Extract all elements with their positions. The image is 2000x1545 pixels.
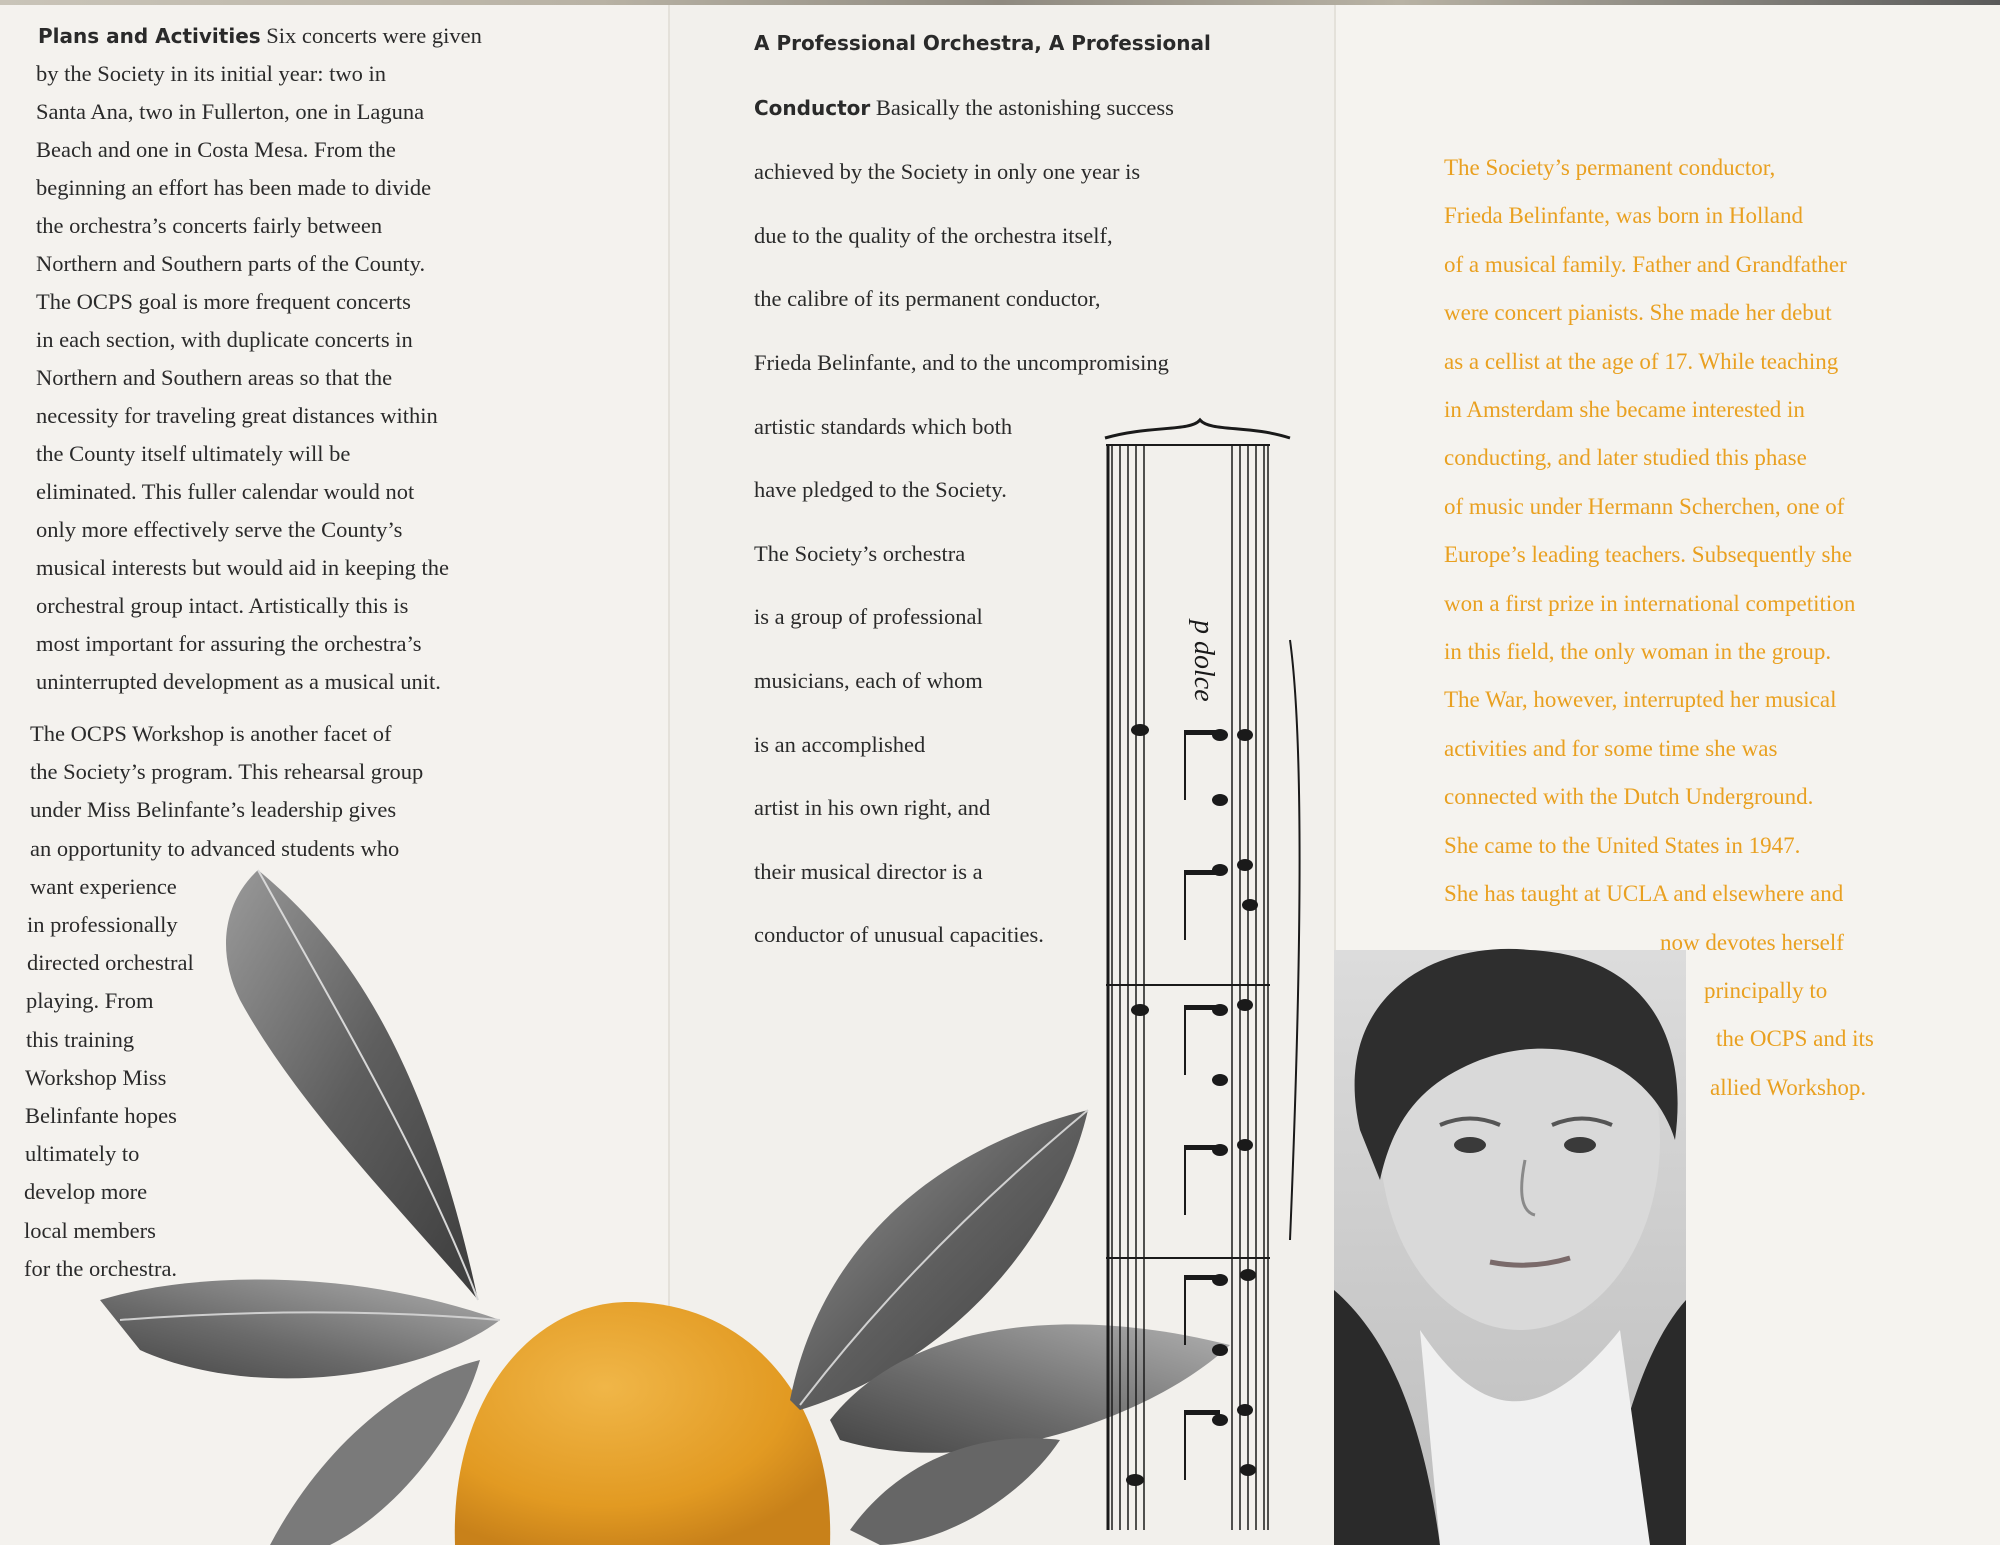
- paragraph-line: under Miss Belinfante’s leadership gives: [30, 797, 397, 823]
- paragraph-line: due to the quality of the orchestra itself,: [754, 222, 1113, 248]
- paragraph-line: musical interests but would aid in keeping the: [36, 555, 450, 580]
- paragraph-line: playing. From: [26, 988, 154, 1014]
- bio-line: in Amsterdam she became interested in: [1444, 397, 1805, 423]
- score-marking: p dolce: [1188, 620, 1219, 702]
- paragraph-line: The OCPS Workshop is another facet of: [30, 721, 392, 746]
- plans-activities-paragraph: [38, 17, 482, 701]
- leaf-cluster-middle: [790, 1110, 1230, 1545]
- paragraph-line-1: Plans and Activities Six concerts were given: [38, 23, 482, 48]
- paragraph-line: musicians, each of whom: [754, 667, 983, 693]
- paragraph-line: is a group of professional: [754, 604, 983, 630]
- paragraph-line: Frieda Belinfante, and to the uncompromising: [754, 349, 1169, 375]
- paragraph-line: develop more: [24, 1179, 148, 1205]
- bio-line: as a cellist at the age of 17. While teaching: [1444, 348, 1839, 374]
- paragraph-line: achieved by the Society in only one year is: [754, 159, 1141, 185]
- paragraph-line: the calibre of its permanent conductor,: [754, 286, 1101, 312]
- section-heading: A Professional Orchestra, A Professional: [754, 31, 1211, 55]
- paragraph-line: Northern and Southern areas so that the: [36, 365, 393, 390]
- paragraph-line: want experience: [30, 873, 177, 899]
- paragraph-line: have pledged to the Society.: [754, 477, 1007, 503]
- paragraph-line: uninterrupted development as a musical unit.: [36, 669, 441, 694]
- workshop-paragraph: [24, 715, 424, 1288]
- paragraph-line: The OCPS goal is more frequent concerts: [36, 289, 411, 314]
- paragraph-line: artist in his own right, and: [754, 795, 991, 821]
- paragraph-line: the Society’s program. This rehearsal group: [30, 759, 424, 785]
- bio-line: in this field, the only woman in the group.: [1444, 639, 1832, 665]
- bio-line: of music under Hermann Scherchen, one of: [1444, 493, 1845, 519]
- paragraph-line: orchestral group intact. Artistically this is: [36, 593, 409, 618]
- paragraph-line: most important for assuring the orchestra’s: [36, 631, 422, 656]
- bio-line: of a musical family. Father and Grandfather: [1444, 251, 1847, 277]
- paragraph-line: directed orchestral: [27, 950, 194, 976]
- paragraph-line: for the orchestra.: [24, 1255, 178, 1281]
- paragraph-line: necessity for traveling great distances within: [36, 403, 438, 428]
- paragraph-line: The Society’s orchestra: [754, 540, 966, 566]
- paragraph-line: Northern and Southern parts of the County.: [36, 251, 426, 276]
- paragraph-line: the County itself ultimately will be: [36, 441, 351, 466]
- bio-line: allied Workshop.: [1710, 1074, 1867, 1100]
- paragraph-line: artistic standards which both: [754, 413, 1013, 439]
- paragraph-line: Belinfante hopes: [25, 1103, 177, 1129]
- bio-line: principally to: [1704, 977, 1828, 1003]
- professional-orchestra-paragraph: [754, 12, 1211, 967]
- bio-line: the OCPS and its: [1716, 1026, 1874, 1052]
- paragraph-line: conductor of unusual capacities.: [754, 922, 1044, 948]
- orange-fruit: [455, 1302, 830, 1545]
- bio-line: activities and for some time she was: [1444, 735, 1778, 761]
- paragraph-line: by the Society in its initial year: two in: [36, 61, 386, 86]
- paragraph-line: is an accomplished: [754, 731, 926, 757]
- paragraph-line: beginning an effort has been made to divide: [36, 175, 432, 200]
- paragraph-line: local members: [24, 1217, 156, 1243]
- bio-line: won a first prize in international competition: [1444, 590, 1856, 616]
- bio-line: now devotes herself: [1660, 929, 1844, 955]
- section-heading-continued: Conductor: [754, 95, 871, 120]
- paragraph-line: this training: [26, 1026, 135, 1052]
- section-heading: Plans and Activities: [38, 24, 261, 48]
- paragraph-line: Beach and one in Costa Mesa. From the: [36, 137, 396, 162]
- bio-line: The Society’s permanent conductor,: [1444, 155, 1776, 180]
- bio-line: Europe’s leading teachers. Subsequently she: [1444, 542, 1853, 568]
- bio-line: She has taught at UCLA and elsewhere and: [1444, 881, 1844, 907]
- paragraph-line: Santa Ana, two in Fullerton, one in Laguna: [36, 99, 425, 124]
- paragraph-line: an opportunity to advanced students who: [30, 835, 400, 861]
- paragraph-line: Workshop Miss: [25, 1064, 167, 1090]
- paragraph-line: eliminated. This fuller calendar would not: [36, 479, 415, 504]
- bio-line: The War, however, interrupted her musical: [1444, 687, 1837, 713]
- paragraph-line: only more effectively serve the County’s: [36, 517, 403, 542]
- paragraph-line: in each section, with duplicate concerts in: [36, 327, 413, 352]
- bio-line: She came to the United States in 1947.: [1444, 832, 1801, 858]
- conductor-biography: [1444, 144, 1874, 1112]
- paragraph-line: ultimately to: [25, 1141, 140, 1167]
- paragraph-line-1: Conductor Basically the astonishing success: [754, 94, 1174, 120]
- bio-line: connected with the Dutch Underground.: [1444, 784, 1814, 810]
- bio-line: Frieda Belinfante, was born in Holland: [1444, 203, 1803, 229]
- bio-line: conducting, and later studied this phase: [1444, 445, 1807, 471]
- paragraph-line: their musical director is a: [754, 858, 983, 884]
- bio-line: were concert pianists. She made her debut: [1444, 300, 1832, 326]
- paragraph-line: in professionally: [27, 912, 178, 938]
- paragraph-line: the orchestra’s concerts fairly between: [36, 213, 383, 238]
